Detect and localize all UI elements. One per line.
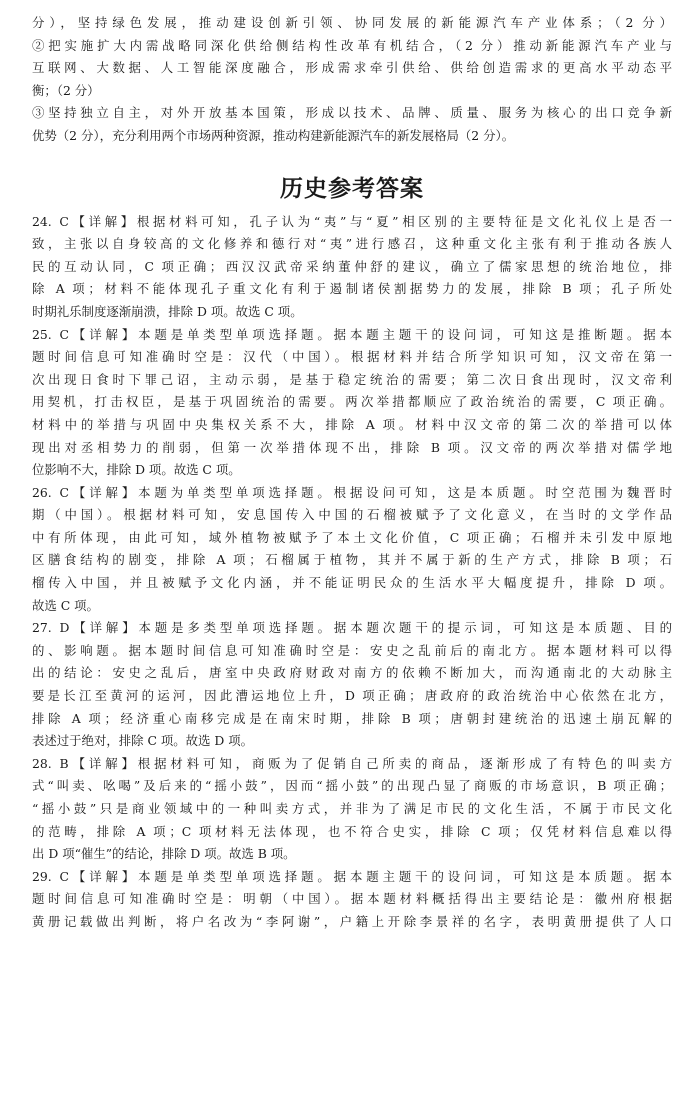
text-line: 的范畴，排除 A 项；C 项材料无法体现，也不符合史实，排除 C 项；仅凭材料信息难以得 [32,823,672,839]
text-line: 29. C【详解】本题是单类型单项选择题。据本题主题干的设问词，可知这是本质题。据本 [32,868,672,884]
text-line: 除 A 项；材料不能体现孔子重文化有利于遏制诸侯割据势力的发展，排除 B 项；孔子所处 [32,281,672,297]
text-line: 25. C【详解】本题是单类型单项选择题。据本题主题干的设问词，可知这是推断题。据本 [32,326,672,342]
text-line: 24. C【详解】根据材料可知，孔子认为“夷”与“夏”相区别的主要特征是文化礼仪上是否一 [32,213,672,229]
top-section [32,12,672,148]
text-line: 致，主张以自身较高的文化修养和德行对“夷”进行感召，这种重文化主张有利于推动各族人 [32,236,672,252]
text-line: 排除 A 项；经济重心南移完成是在南宋时期，排除 B 项；唐朝封建统治的迅速土崩瓦解的 [32,710,672,726]
text-line: 式“叫卖、吆喝”及后来的“摇小鼓”，因而“摇小鼓”的出现凸显了商贩的市场意识，B 项正确； [32,778,672,794]
text-line: 27. D【详解】本题是多类型单项选择题。据本题次题干的提示词，可知这是本质题、目的 [32,620,672,636]
text-line: 互联网、大数据、人工智能深度融合，形成需求牵引供给、供给创造需求的更高水平动态平 [32,60,672,76]
text-line: 要是长江至黄河的运河，因此漕运地位上升，D 项正确；唐政府的政治统治中心依然在北方， [32,688,672,704]
text-line: 题时间信息可知准确时空是：汉代（中国）。根据材料并结合所学知识可知，汉文帝在第一 [32,349,672,365]
text-line: 时期礼乐制度逐渐崩溃，排除 D 项。故选 C 项。 [32,303,303,319]
text-line: 题时间信息可知准确时空是：明朝（中国）。据本题材料概括得出主要结论是：徽州府根据 [32,891,672,907]
text-line: 表述过于绝对，排除 C 项。故选 D 项。 [32,733,254,749]
text-line: ②把实施扩大内需战略同深化供给侧结构性改革有机结合，（2 分）推动新能源汽车产业与 [32,37,672,53]
section-title: 历史参考答案 [280,175,424,202]
text-line: 黄册记载做出判断，将户名改为“李阿谢”，户籍上开除李景祥的名字，表明黄册提供了人口 [32,913,672,929]
text-line: 的、影响题。据本题时间信息可知准确时空是：安史之乱前后的南北方。据本题材料可以得 [32,642,672,658]
text-line: “摇小鼓”只是商业领域中的一种叫卖方式，并非为了满足市民的文化生活，不属于市民文化 [32,801,672,816]
text-line: 区膳食结构的剧变，排除 A 项；石榴属于植物，其并不属于新的生产方式，排除 B 项；石 [32,552,672,568]
text-line: 位影响不大，排除 D 项。故选 C 项。 [32,462,241,478]
text-line: 优势（2 分），充分利用两个市场两种资源，推动构建新能源汽车的新发展格局（2 分）。 [32,127,515,143]
text-line: 期（中国）。根据材料可知，安息国传入中国的石榴被赋予了文化意义，在当时的文学作品 [32,507,672,523]
text-line: 26. C【详解】本题为单类型单项选择题。根据设问可知，这是本质题。时空范围为魏晋时 [32,484,672,500]
text-line: 榴传入中国，并且被赋予文化内涵，并不能证明民众的生活水平大幅度提升，排除 D 项。 [32,575,672,591]
text-line: 衡；（2 分） [32,82,100,98]
text-line: 分），坚持绿色发展，推动建设创新引领、协同发展的新能源汽车产业体系；（2 分） [32,15,672,30]
text-line: 中有所体现，由此可知，域外植物被赋予了本土文化价值，C 项正确；石榴并未引发中原地 [32,529,672,545]
text-line: 材料中的举措与巩固中央集权关系不大，排除 A 项。材料中汉文帝的第二次的举措可以体 [32,416,672,432]
text-line: 出 D 项“催生”的结论，排除 D 项。故选 B 项。 [32,846,296,862]
text-line: 出的结论：安史之乱后，唐室中央政府财政对南方的依赖不断加大，而沟通南北的大动脉主 [32,665,672,681]
text-line: 次出现日食时下罪己诏，主动示弱，是基于稳定统治的需要；第二次日食出现时，汉文帝利 [32,371,672,387]
text-line: ③坚持独立自主，对外开放基本国策，形成以技术、品牌、质量、服务为核心的出口竞争新 [32,105,672,121]
text-line: 用契机，打击权臣，是基于巩固统治的需要。两次举措都顺应了政治统治的需要，C 项正确。 [32,394,672,410]
text-line: 现出对丞相势力的削弱，但第一次举措体现不出，排除 B 项。汉文帝的两次举措对儒学地 [32,439,672,455]
answer-section [32,211,672,934]
text-line: 28. B【详解】根据材料可知，商贩为了促销自己所卖的商品，逐渐形成了有特色的叫卖方 [32,755,672,771]
text-line: 民的互动认同，C 项正确；西汉汉武帝采纳董仲舒的建议，确立了儒家思想的统治地位，排 [32,258,672,274]
text-line: 故选 C 项。 [32,597,99,613]
